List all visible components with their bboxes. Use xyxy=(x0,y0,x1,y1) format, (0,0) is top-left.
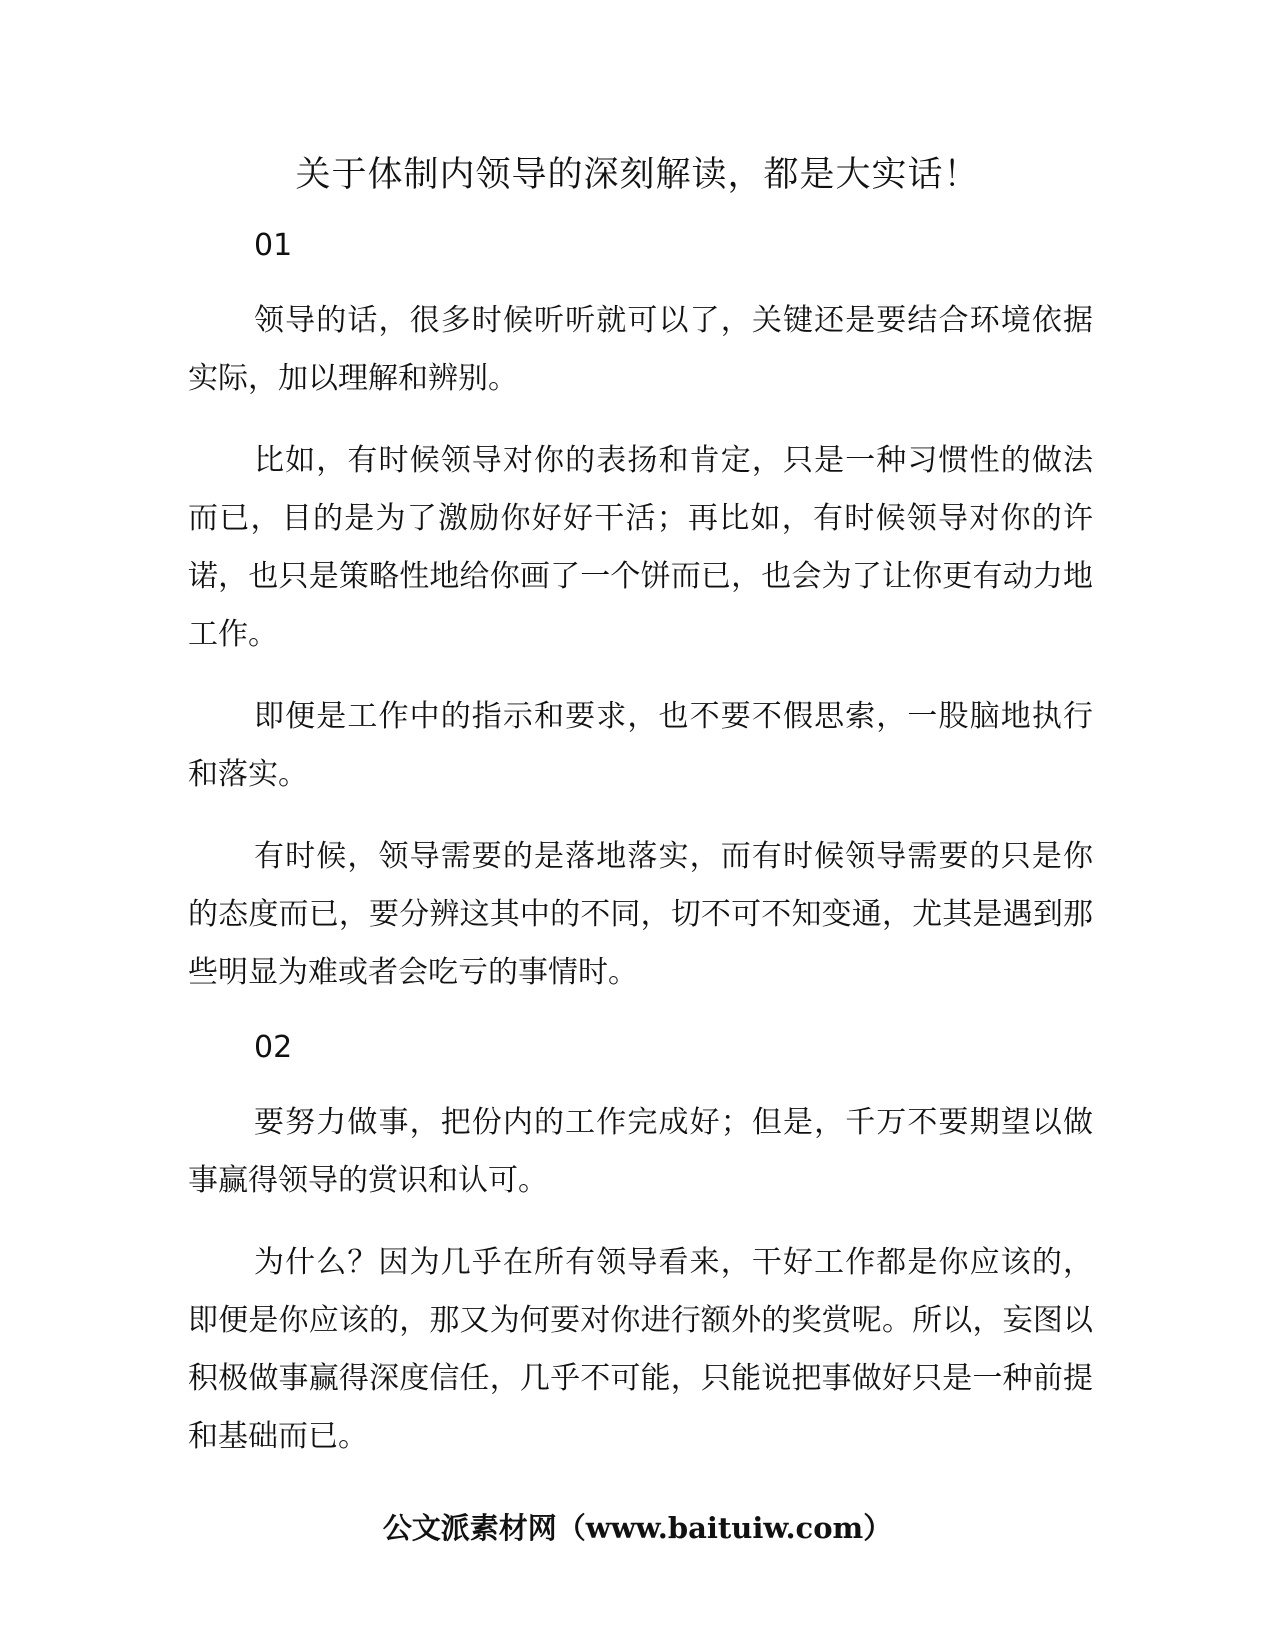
paragraph: 比如，有时候领导对你的表扬和肯定，只是一种习惯性的做法而已，目的是为了激励你好好干活；再比如，有时候领导对你的许诺，也只是策略性地给你画了一个饼而已，也会为了让你更有动力地工作。 xyxy=(188,443,1093,652)
section-number: 02 xyxy=(254,1030,293,1065)
paragraph: 有时候，领导需要的是落地落实，而有时候领导需要的只是你的态度而已，要分辨这其中的不同，切不可不知变通，尤其是遇到那些明显为难或者会吃亏的事情时。 xyxy=(188,839,1093,990)
document-body xyxy=(188,224,1093,1490)
paragraph: 领导的话，很多时候听听就可以了，关键还是要结合环境依据实际，加以理解和辨别。 xyxy=(188,303,1093,396)
page-footer: 公文派素材网（www.baituiw.com） xyxy=(382,1511,893,1545)
section-number: 01 xyxy=(254,228,293,263)
page-title: 关于体制内领导的深刻解读，都是大实话！ xyxy=(295,155,980,195)
paragraph: 要努力做事，把份内的工作完成好；但是，千万不要期望以做事赢得领导的赏识和认可。 xyxy=(188,1105,1093,1198)
paragraph: 即便是工作中的指示和要求，也不要不假思索，一股脑地执行和落实。 xyxy=(188,699,1093,792)
paragraph: 为什么？因为几乎在所有领导看来，干好工作都是你应该的，即便是你应该的，那又为何要对你进行额外的奖赏呢。所以，妄图以积极做事赢得深度信任，几乎不可能，只能说把事做好只是一种前提和基础而已。 xyxy=(188,1245,1093,1454)
